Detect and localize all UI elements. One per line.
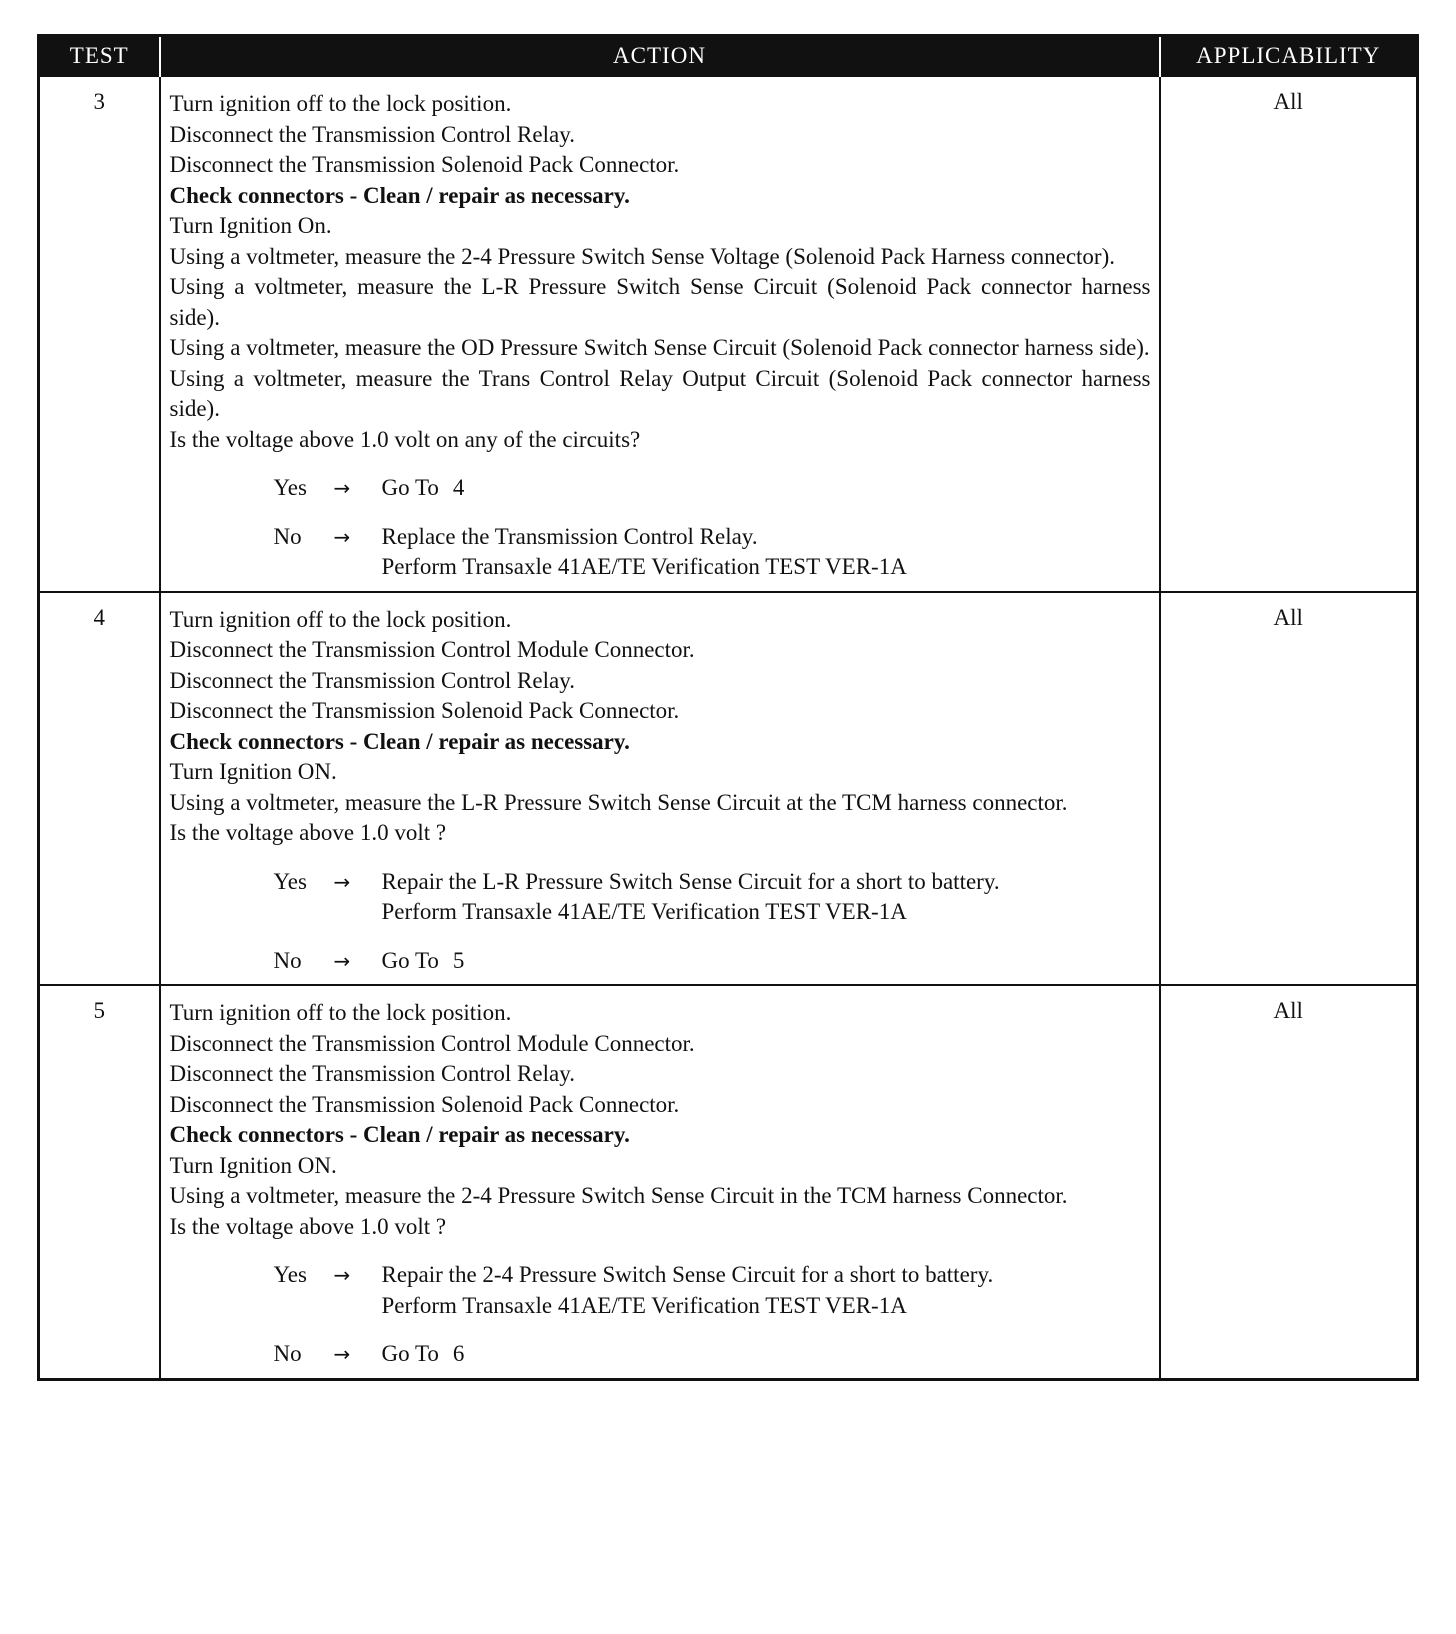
branch-label: Yes [273, 1262, 307, 1287]
applicability-value: All [1160, 985, 1418, 1379]
action-step: Turn Ignition ON. [169, 759, 337, 784]
table-row [39, 592, 1418, 986]
arrow-right-icon: → [333, 1263, 351, 1287]
action-step: Using a voltmeter, measure the 2-4 Pressure Switch Sense Voltage (Solenoid Pack Harness connector). [169, 243, 1115, 269]
branch-action: Perform Transaxle 41AE/TE Verification TEST VER-1A [381, 899, 907, 924]
diagnostic-procedure-table [37, 34, 1419, 1381]
action-step: Is the voltage above 1.0 volt ? [169, 820, 447, 845]
arrow-right-icon: → [333, 869, 351, 894]
action-step: Using a voltmeter, measure the L-R Pressure Switch Sense Circuit (Solenoid Pack connector harness side). [169, 274, 1151, 330]
action-step: Disconnect the Transmission Solenoid Pack Connector. [169, 698, 680, 723]
branch-no [170, 1339, 1151, 1370]
branch-action: Repair the 2-4 Pressure Switch Sense Circuit for a short to battery. [381, 1262, 994, 1287]
action-step: Disconnect the Transmission Solenoid Pack Connector. [169, 1091, 680, 1117]
branch-label: No [273, 947, 302, 973]
branch-action: Perform Transaxle 41AE/TE Verification TEST VER-1A [381, 1292, 907, 1318]
action-step-emphasis: Check connectors - Clean / repair as necessary. [169, 1122, 630, 1147]
arrow-right-icon: → [333, 948, 351, 973]
branch-action: Repair the L-R Pressure Switch Sense Circuit for a short to battery. [381, 868, 1000, 894]
action-step: Turn ignition off to the lock position. [169, 91, 512, 116]
action-step: Is the voltage above 1.0 volt ? [169, 1213, 447, 1239]
action-step: Turn Ignition ON. [169, 1152, 337, 1178]
table-header [39, 36, 1418, 77]
branch-no [170, 522, 1151, 583]
action-step: Turn ignition off to the lock position. [169, 1000, 512, 1025]
action-step: Using a voltmeter, measure the Trans Control Relay Output Circuit (Solenoid Pack connector harness side). [169, 365, 1151, 421]
branch-result [382, 1339, 1151, 1370]
branch-result [382, 522, 1151, 583]
action-step: Disconnect the Transmission Solenoid Pack Connector. [169, 152, 680, 177]
header-row [39, 36, 1418, 77]
applicability-value: All [1160, 592, 1418, 986]
test-number: 5 [39, 985, 160, 1379]
arrow-right-icon: → [333, 524, 351, 549]
action-cell [160, 592, 1160, 986]
action-step: Disconnect the Transmission Control Relay. [169, 121, 575, 147]
action-step: Disconnect the Transmission Control Relay. [169, 667, 575, 693]
branch-label: No [273, 523, 302, 549]
action-step: Disconnect the Transmission Control Module Connector. [169, 1030, 695, 1056]
branch-label: Yes [273, 868, 307, 894]
branch-result [382, 1260, 1151, 1321]
table-row [39, 76, 1418, 592]
action-step: Disconnect the Transmission Control Relay. [169, 1061, 575, 1086]
branch-result [382, 946, 1151, 977]
arrow-right-icon: → [333, 476, 351, 500]
branch-result [382, 867, 1151, 928]
table-row [39, 985, 1418, 1379]
goto-step [382, 473, 1151, 504]
applicability-value: All [1160, 76, 1418, 592]
branch-label: No [273, 1341, 302, 1366]
goto-label: Go To [381, 1341, 439, 1366]
branch-no [170, 946, 1151, 977]
action-step: Disconnect the Transmission Control Module Connector. [169, 637, 695, 662]
branch-yes [170, 1260, 1151, 1321]
branch-result [382, 473, 1151, 504]
goto-label: Go To [381, 475, 439, 500]
goto-number: 4 [452, 475, 465, 500]
test-number: 3 [39, 76, 160, 592]
branch-action: Perform Transaxle 41AE/TE Verification TEST VER-1A [381, 554, 907, 579]
action-step: Turn Ignition On. [169, 213, 332, 238]
goto-step [382, 946, 1151, 977]
branch-yes [170, 473, 1151, 504]
test-number: 4 [39, 592, 160, 986]
action-cell [160, 76, 1160, 592]
goto-label: Go To [381, 947, 439, 973]
goto-number: 6 [452, 1341, 465, 1366]
branch-yes [170, 867, 1151, 928]
branch-action: Replace the Transmission Control Relay. [381, 523, 758, 549]
goto-number: 5 [452, 947, 465, 973]
branch-label: Yes [273, 475, 307, 500]
header-test: TEST [39, 36, 160, 77]
action-step: Is the voltage above 1.0 volt on any of the circuits? [169, 426, 641, 452]
header-applicability: APPLICABILITY [1160, 36, 1418, 77]
table-body [39, 76, 1418, 1379]
action-step-emphasis: Check connectors - Clean / repair as necessary. [169, 728, 630, 754]
action-step: Turn ignition off to the lock position. [169, 606, 512, 632]
action-step: Using a voltmeter, measure the 2-4 Pressure Switch Sense Circuit in the TCM harness Connector. [169, 1183, 1068, 1208]
action-step: Using a voltmeter, measure the OD Pressure Switch Sense Circuit (Solenoid Pack connector harness side). [169, 335, 1150, 360]
goto-step [382, 1339, 1151, 1370]
action-step: Using a voltmeter, measure the L-R Pressure Switch Sense Circuit at the TCM harness connector. [169, 789, 1068, 815]
action-step-emphasis: Check connectors - Clean / repair as necessary. [169, 182, 630, 208]
header-action: ACTION [160, 36, 1160, 77]
arrow-right-icon: → [333, 1342, 351, 1366]
action-cell [160, 985, 1160, 1379]
